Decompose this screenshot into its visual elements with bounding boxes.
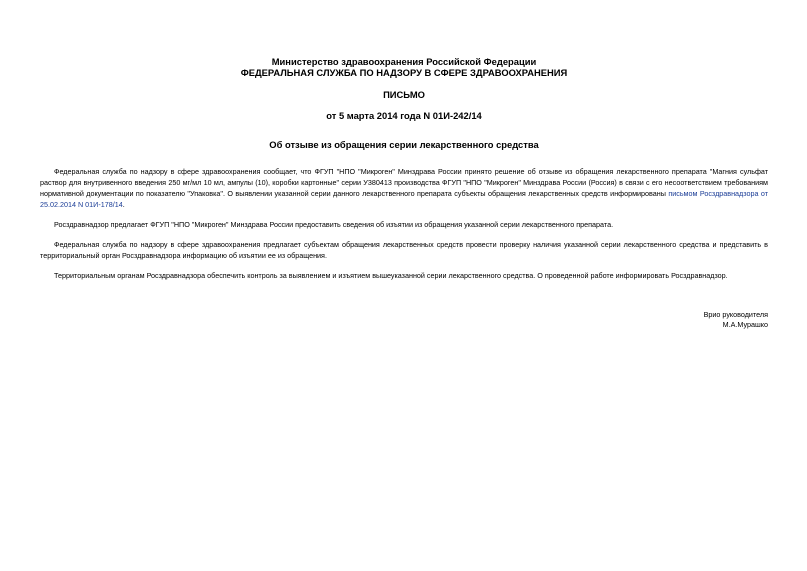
document-header bbox=[40, 56, 768, 78]
document-page bbox=[40, 56, 768, 330]
document-body bbox=[40, 166, 768, 281]
paragraph-4: Территориальным органам Росздравнадзора обеспечить контроль за выявлением и изъятием вышеуказанной серии лекарственного средства. О проведенной работе информировать Росздравнадзор. bbox=[54, 271, 728, 280]
signatory-position: Врио руководителя bbox=[703, 310, 768, 319]
document-type: ПИСЬМО bbox=[383, 89, 425, 100]
paragraph-2: Росздравнадзор предлагает ФГУП "НПО "Микроген" Минздрава России предоставить сведения об изъятии из обращения указанной серии лекарственного препарата. bbox=[54, 220, 614, 229]
paragraph-3: Федеральная служба по надзору в сфере здравоохранения предлагает субъектам обращения лекарственных средств провести проверку наличия указанной серии лекарственного средства и представить в территориальный орган Росздравнадзора информацию об изъятии ее из обращения. bbox=[40, 240, 768, 260]
reference-link[interactable]: письмом Росздравнадзора от 25.02.2014 N 01И-178/14 bbox=[40, 189, 768, 209]
signature-block bbox=[40, 310, 768, 330]
paragraph-1-text: Федеральная служба по надзору в сфере здравоохранения сообщает, что ФГУП "НПО "Микроген" Минздрава России принято решение об отзыве из обращения лекарственного препарата "Магния сульфат раствор для внутривенного введения 250 мг/мл 10 мл, ампулы (10), коробки картонные" серии У380413 производства ФГУП "НПО "Микроген" Минздрава России (Россия) в связи с его несоответствием требованиям нормативной документации по показателю "Упаковка". О выявлении указанной серии данного лекарственного препарата субъекты обращения лекарственных средств информированы bbox=[40, 167, 768, 198]
document-date-number: от 5 марта 2014 года N 01И-242/14 bbox=[326, 110, 482, 121]
paragraph-1 bbox=[40, 166, 768, 210]
paragraph-1-end: . bbox=[122, 200, 125, 209]
signatory-name: М.А.Мурашко bbox=[722, 320, 768, 329]
ministry-name: Министерство здравоохранения Российской Федерации bbox=[271, 56, 537, 67]
service-name: ФЕДЕРАЛЬНАЯ СЛУЖБА ПО НАДЗОРУ В СФЕРЕ ЗДРАВООХРАНЕНИЯ bbox=[240, 67, 568, 78]
document-title: Об отзыве из обращения серии лекарственного средства bbox=[269, 139, 539, 150]
